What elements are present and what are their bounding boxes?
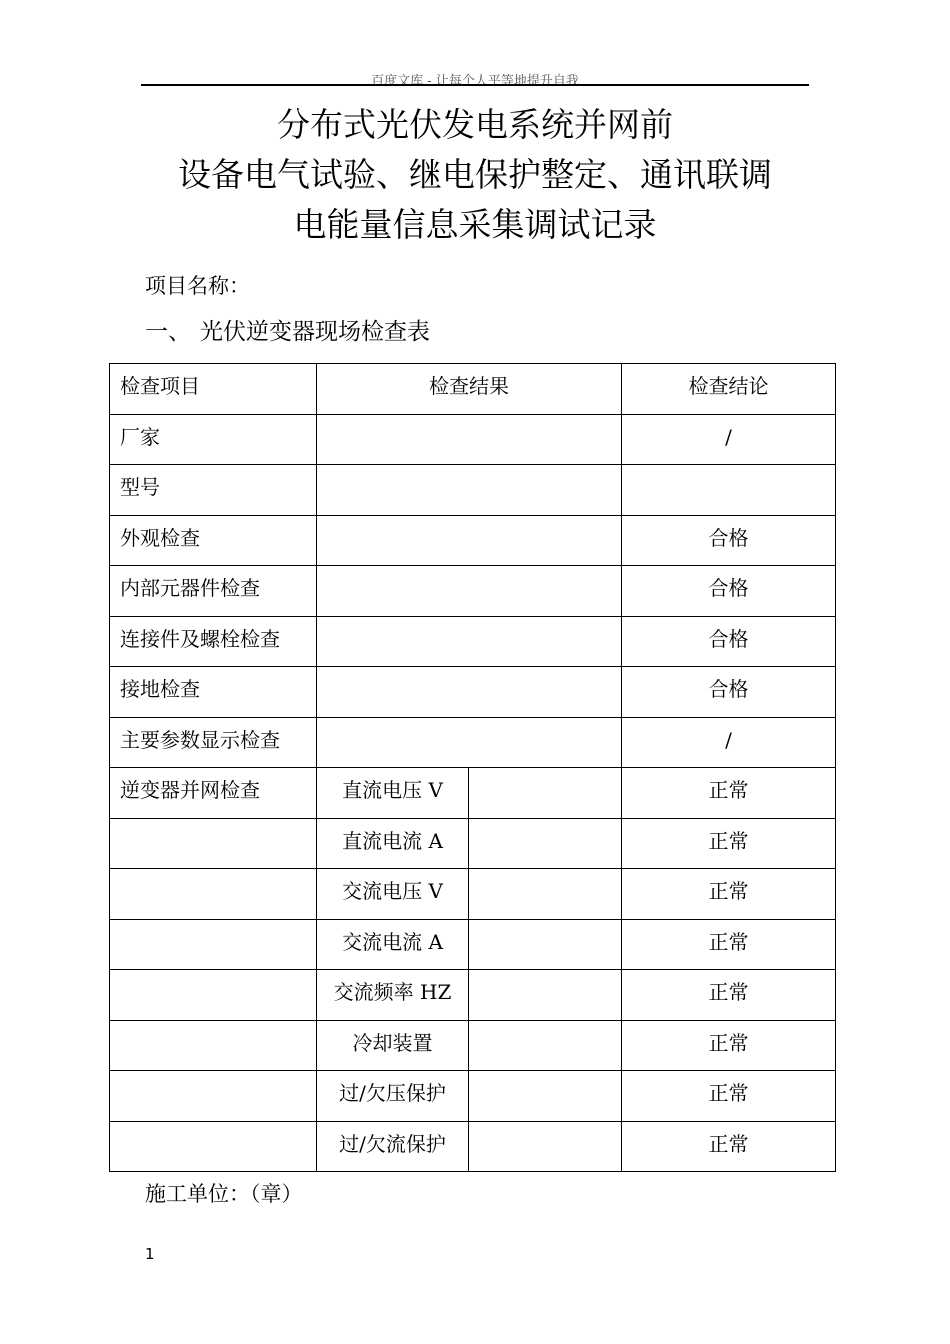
conclusion-cell: / xyxy=(622,717,836,768)
item-cell: 连接件及螺栓检查 xyxy=(110,616,317,667)
construction-unit-label: 施工单位：（章） xyxy=(145,1182,303,1206)
item-cell: 内部元器件检查 xyxy=(110,566,317,617)
item-cell xyxy=(110,1020,317,1071)
table-row xyxy=(110,818,836,869)
value-cell xyxy=(469,869,622,920)
value-cell xyxy=(469,1121,622,1172)
conclusion-cell: / xyxy=(622,414,836,465)
param-cell: 交流电压 V xyxy=(317,869,469,920)
table-row xyxy=(110,869,836,920)
param-cell: 交流频率 HZ xyxy=(317,970,469,1021)
item-cell xyxy=(110,919,317,970)
result-cell xyxy=(317,566,622,617)
table-header-row xyxy=(110,364,836,415)
value-cell xyxy=(469,818,622,869)
header-cell-conclusion: 检查结论 xyxy=(622,364,836,415)
title-line-3: 电能量信息采集调试记录 xyxy=(293,205,657,244)
title-line-1: 分布式光伏发电系统并网前 xyxy=(277,105,673,144)
item-cell xyxy=(110,1071,317,1122)
result-cell xyxy=(317,414,622,465)
result-cell xyxy=(317,465,622,516)
table-row xyxy=(110,667,836,718)
conclusion-cell: 正常 xyxy=(622,1020,836,1071)
value-cell xyxy=(469,1071,622,1122)
conclusion-cell: 正常 xyxy=(622,818,836,869)
conclusion-cell: 合格 xyxy=(622,566,836,617)
conclusion-cell: 合格 xyxy=(622,616,836,667)
param-cell: 过/欠压保护 xyxy=(317,1071,469,1122)
conclusion-cell: 正常 xyxy=(622,869,836,920)
item-cell: 厂家 xyxy=(110,414,317,465)
conclusion-cell: 正常 xyxy=(622,768,836,819)
param-cell: 交流电流 A xyxy=(317,919,469,970)
conclusion-cell: 正常 xyxy=(622,970,836,1021)
conclusion-cell: 正常 xyxy=(622,1071,836,1122)
param-cell: 直流电流 A xyxy=(317,818,469,869)
item-cell xyxy=(110,869,317,920)
header-watermark: 百度文库 - 让每个人平等地提升自我 xyxy=(371,74,579,89)
result-cell xyxy=(317,717,622,768)
project-name-label: 项目名称： xyxy=(145,274,250,298)
item-cell: 型号 xyxy=(110,465,317,516)
title-line-2: 设备电气试验、继电保护整定、通讯联调 xyxy=(178,155,772,194)
item-cell: 接地检查 xyxy=(110,667,317,718)
conclusion-cell: 合格 xyxy=(622,667,836,718)
table-row xyxy=(110,1020,836,1071)
conclusion-cell: 合格 xyxy=(622,515,836,566)
page-number: 1 xyxy=(145,1245,155,1263)
result-cell xyxy=(317,515,622,566)
result-cell xyxy=(317,667,622,718)
table-row xyxy=(110,515,836,566)
table-row xyxy=(110,919,836,970)
table-row xyxy=(110,768,836,819)
table-row xyxy=(110,465,836,516)
table-row xyxy=(110,1121,836,1172)
item-cell: 逆变器并网检查 xyxy=(110,768,317,819)
section-title: 光伏逆变器现场检查表 xyxy=(200,319,430,345)
param-cell: 冷却装置 xyxy=(317,1020,469,1071)
table-row xyxy=(110,566,836,617)
param-cell: 过/欠流保护 xyxy=(317,1121,469,1172)
inverter-inspection-table xyxy=(109,363,836,1172)
table-row xyxy=(110,414,836,465)
section-number: 一、 xyxy=(145,319,191,345)
item-cell xyxy=(110,970,317,1021)
value-cell xyxy=(469,1020,622,1071)
header-cell-item: 检查项目 xyxy=(110,364,317,415)
conclusion-cell: 正常 xyxy=(622,919,836,970)
value-cell xyxy=(469,919,622,970)
result-cell xyxy=(317,616,622,667)
item-cell: 外观检查 xyxy=(110,515,317,566)
table-row xyxy=(110,717,836,768)
conclusion-cell: 正常 xyxy=(622,1121,836,1172)
header-cell-result: 检查结果 xyxy=(317,364,622,415)
conclusion-cell xyxy=(622,465,836,516)
item-cell: 主要参数显示检查 xyxy=(110,717,317,768)
item-cell xyxy=(110,1121,317,1172)
table-row xyxy=(110,1071,836,1122)
table-row xyxy=(110,970,836,1021)
item-cell xyxy=(110,818,317,869)
header-rule xyxy=(141,84,809,86)
value-cell xyxy=(469,768,622,819)
table-row xyxy=(110,616,836,667)
value-cell xyxy=(469,970,622,1021)
param-cell: 直流电压 V xyxy=(317,768,469,819)
